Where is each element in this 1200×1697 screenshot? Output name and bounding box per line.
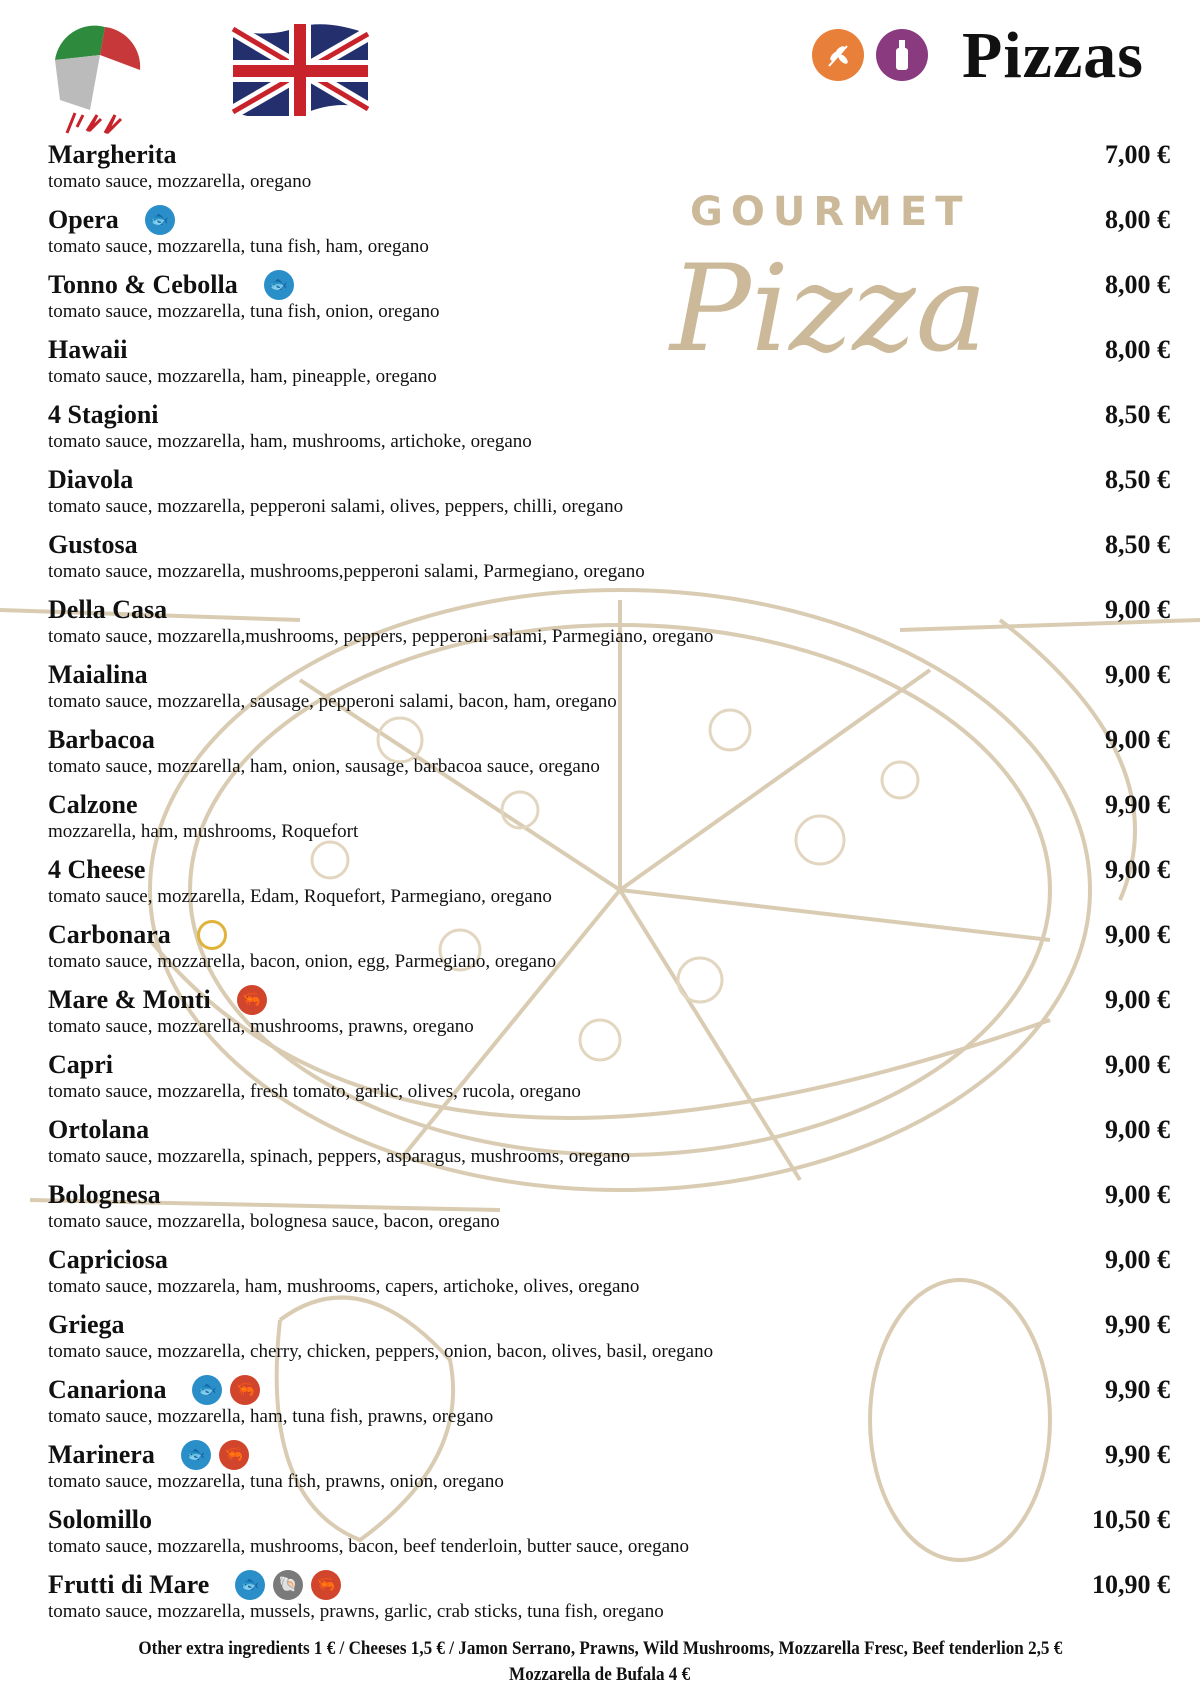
watermark-pizza: Pizza bbox=[670, 240, 988, 379]
menu-item bbox=[48, 595, 1170, 660]
uk-flag-icon bbox=[228, 24, 373, 116]
menu-item-name-row bbox=[48, 855, 163, 885]
menu-item bbox=[48, 1245, 1170, 1310]
menu-item-price: 9,00 € bbox=[1105, 1115, 1170, 1144]
menu-item-name-row bbox=[48, 1180, 179, 1210]
menu-item-name-row bbox=[48, 1375, 260, 1405]
menu-item-name: Della Casa bbox=[48, 595, 168, 624]
menu-item-price: 8,50 € bbox=[1105, 465, 1170, 494]
menu-item-name: Gustosa bbox=[48, 530, 138, 559]
menu-item-description: tomato sauce, mozzarella, cherry, chicken, peppers, onion, bacon, olives, basil, oregano bbox=[48, 1341, 714, 1362]
menu-item-description: tomato sauce, mozzarella, mushrooms, bacon, beef tenderloin, butter sauce, oregano bbox=[48, 1536, 690, 1557]
menu-item-name-row bbox=[48, 595, 185, 625]
menu-item-name-row bbox=[48, 1050, 131, 1080]
menu-item-name-row bbox=[48, 1115, 167, 1145]
menu-item-name-row bbox=[48, 270, 294, 300]
extras-note-row bbox=[0, 1638, 1200, 1660]
menu-item-description: mozzarella, ham, mushrooms, Roquefort bbox=[48, 821, 359, 842]
menu-item bbox=[48, 1115, 1170, 1180]
menu-item-description: tomato sauce, mozzarella, Edam, Roquefort, Parmegiano, oregano bbox=[48, 886, 552, 907]
menu-item-price: 9,00 € bbox=[1105, 725, 1170, 754]
menu-item bbox=[48, 1375, 1170, 1440]
menu-item-name-row bbox=[48, 985, 267, 1015]
fish-icon: 🐟 bbox=[192, 1375, 222, 1405]
menu-item-name: Carbonara bbox=[48, 920, 171, 949]
menu-item-price: 9,90 € bbox=[1105, 1310, 1170, 1339]
menu-item-description: tomato sauce, mozzarella, tuna fish, prawns, onion, oregano bbox=[48, 1471, 504, 1492]
fish-icon: 🐟 bbox=[264, 270, 294, 300]
page-title: Pizzas bbox=[962, 19, 1144, 92]
menu-item-description: tomato sauce, mozzarella, bacon, onion, egg, Parmegiano, oregano bbox=[48, 951, 557, 972]
menu-item-name-row bbox=[48, 1570, 341, 1600]
menu-item bbox=[48, 1440, 1170, 1505]
fish-icon: 🐟 bbox=[235, 1570, 265, 1600]
menu-item-name: Frutti di Mare bbox=[48, 1570, 210, 1599]
menu-item-name-row bbox=[48, 725, 173, 755]
extras-note-bufala: Mozzarella de Bufala 4 € bbox=[509, 1664, 691, 1685]
menu-item bbox=[48, 1050, 1170, 1115]
menu-item-price: 9,00 € bbox=[1105, 1180, 1170, 1209]
menu-item-price: 9,00 € bbox=[1105, 595, 1170, 624]
menu-item-name: Diavola bbox=[48, 465, 134, 494]
menu-item bbox=[48, 270, 1170, 335]
menu-item bbox=[48, 985, 1170, 1050]
menu-item-description: tomato sauce, mozzarela, ham, mushrooms, capers, artichoke, olives, oregano bbox=[48, 1276, 640, 1297]
menu-item-name: 4 Stagioni bbox=[48, 400, 159, 429]
menu-item-name-row bbox=[48, 335, 145, 365]
restaurant-logo bbox=[45, 15, 155, 140]
menu-item-name: Griega bbox=[48, 1310, 125, 1339]
menu-item-name-row bbox=[48, 465, 151, 495]
menu-item-price: 9,00 € bbox=[1105, 855, 1170, 884]
menu-item-name-row bbox=[48, 660, 166, 690]
wheat-icon bbox=[812, 29, 864, 81]
menu-item-description: tomato sauce, mozzarella, mussels, prawns, garlic, crab sticks, tuna fish, oregano bbox=[48, 1601, 664, 1622]
menu-item-name-row bbox=[48, 140, 195, 170]
menu-item-description: tomato sauce, mozzarella, ham, tuna fish, prawns, oregano bbox=[48, 1406, 494, 1427]
menu-item-name: Solomillo bbox=[48, 1505, 153, 1534]
menu-item-description: tomato sauce, mozzarella, pepperoni salami, olives, peppers, chilli, oregano bbox=[48, 496, 624, 517]
menu-item bbox=[48, 1505, 1170, 1570]
mussel-icon: 🐚 bbox=[273, 1570, 303, 1600]
menu-item-description: tomato sauce, mozzarella, oregano bbox=[48, 171, 312, 192]
menu-item bbox=[48, 400, 1170, 465]
menu-item-name: Barbacoa bbox=[48, 725, 155, 754]
menu-item-name-row bbox=[48, 530, 156, 560]
menu-item-description: tomato sauce, mozzarella,mushrooms, peppers, pepperoni salami, Parmegiano, oregano bbox=[48, 626, 714, 647]
menu-item-price: 9,00 € bbox=[1105, 1245, 1170, 1274]
menu-item-description: tomato sauce, mozzarella, spinach, peppers, asparagus, mushrooms, oregano bbox=[48, 1146, 630, 1167]
menu-item bbox=[48, 1180, 1170, 1245]
menu-item-price: 10,90 € bbox=[1092, 1570, 1170, 1599]
menu-item-name: Marinera bbox=[48, 1440, 155, 1469]
menu-item-name: Tonno & Cebolla bbox=[48, 270, 238, 299]
menu-item-name-row bbox=[48, 1505, 170, 1535]
menu-item-name: Mare & Monti bbox=[48, 985, 211, 1014]
egg-icon bbox=[197, 920, 227, 950]
menu-item-name-row bbox=[48, 1440, 249, 1470]
menu-item bbox=[48, 1570, 1170, 1635]
menu-item-name: Bolognesa bbox=[48, 1180, 161, 1209]
menu-item-name: Maialina bbox=[48, 660, 148, 689]
menu-item bbox=[48, 660, 1170, 725]
fish-icon: 🐟 bbox=[181, 1440, 211, 1470]
menu-item-name: Hawaii bbox=[48, 335, 128, 364]
menu-item-name: 4 Cheese bbox=[48, 855, 146, 884]
menu-item-price: 7,00 € bbox=[1105, 140, 1170, 169]
prawn-icon: 🦐 bbox=[311, 1570, 341, 1600]
menu-item bbox=[48, 205, 1170, 270]
menu-item-name: Capriciosa bbox=[48, 1245, 168, 1274]
menu-item-price: 9,00 € bbox=[1105, 660, 1170, 689]
menu-item-name: Margherita bbox=[48, 140, 177, 169]
menu-item-description: tomato sauce, mozzarella, ham, onion, sausage, barbacoa sauce, oregano bbox=[48, 756, 600, 777]
menu-item-name: Calzone bbox=[48, 790, 138, 819]
menu-item-name-row bbox=[48, 1310, 143, 1340]
prawn-icon: 🦐 bbox=[237, 985, 267, 1015]
menu-item bbox=[48, 140, 1170, 205]
menu-item bbox=[48, 790, 1170, 855]
fish-icon: 🐟 bbox=[145, 205, 175, 235]
menu-item-price: 9,90 € bbox=[1105, 1440, 1170, 1469]
menu-item-description: tomato sauce, mozzarella, mushrooms, prawns, oregano bbox=[48, 1016, 474, 1037]
menu-item-name: Canariona bbox=[48, 1375, 167, 1404]
bottle-icon bbox=[876, 29, 928, 81]
menu-item bbox=[48, 855, 1170, 920]
menu-item-description: tomato sauce, mozzarella, bolognesa sauce, bacon, oregano bbox=[48, 1211, 500, 1232]
menu-item-price: 9,00 € bbox=[1105, 1050, 1170, 1079]
menu-item bbox=[48, 1310, 1170, 1375]
menu-item-name-row bbox=[48, 790, 156, 820]
prawn-icon: 🦐 bbox=[230, 1375, 260, 1405]
menu-item-price: 8,50 € bbox=[1105, 530, 1170, 559]
menu-item-name: Opera bbox=[48, 205, 119, 234]
menu-item-description: tomato sauce, mozzarella, fresh tomato, garlic, olives, rucola, oregano bbox=[48, 1081, 581, 1102]
menu-item-name-row bbox=[48, 205, 175, 235]
prawn-icon: 🦐 bbox=[219, 1440, 249, 1470]
menu-item-description: tomato sauce, mozzarella, tuna fish, onion, oregano bbox=[48, 301, 440, 322]
menu-item-description: tomato sauce, mozzarella, tuna fish, ham, oregano bbox=[48, 236, 429, 257]
menu-item bbox=[48, 335, 1170, 400]
menu-item bbox=[48, 465, 1170, 530]
extras-note: Other extra ingredients 1 € / Cheeses 1,5 € / Jamon Serrano, Prawns, Wild Mushrooms, Mozzarella Fresc, Beef tenderlion 2,5 € bbox=[138, 1638, 1062, 1659]
menu-item bbox=[48, 920, 1170, 985]
menu-item-name-row bbox=[48, 920, 227, 950]
menu-item-description: tomato sauce, mozzarella, ham, pineapple, oregano bbox=[48, 366, 437, 387]
menu-item-name-row bbox=[48, 400, 177, 430]
menu-item-name: Capri bbox=[48, 1050, 113, 1079]
menu-item-description: tomato sauce, mozzarella, sausage, pepperoni salami, bacon, ham, oregano bbox=[48, 691, 617, 712]
menu-item-price: 8,50 € bbox=[1105, 400, 1170, 429]
menu-item bbox=[48, 725, 1170, 790]
menu-item-price: 10,50 € bbox=[1092, 1505, 1170, 1534]
menu-item-description: tomato sauce, mozzarella, ham, mushrooms, artichoke, oregano bbox=[48, 431, 532, 452]
menu-item-description: tomato sauce, mozzarella, mushrooms,pepperoni salami, Parmegiano, oregano bbox=[48, 561, 645, 582]
menu-item-price: 9,00 € bbox=[1105, 920, 1170, 949]
watermark-gourmet: GOURMET bbox=[690, 189, 971, 235]
extras-note-bufala-row bbox=[0, 1664, 1200, 1686]
menu-item-name-row bbox=[48, 1245, 186, 1275]
menu-item-price: 8,00 € bbox=[1105, 205, 1170, 234]
menu-item-price: 9,90 € bbox=[1105, 790, 1170, 819]
menu-item bbox=[48, 530, 1170, 595]
menu-item-price: 8,00 € bbox=[1105, 270, 1170, 299]
menu-item-price: 9,00 € bbox=[1105, 985, 1170, 1014]
menu-item-name: Ortolana bbox=[48, 1115, 150, 1144]
menu-item-price: 9,90 € bbox=[1105, 1375, 1170, 1404]
menu-item-price: 8,00 € bbox=[1105, 335, 1170, 364]
